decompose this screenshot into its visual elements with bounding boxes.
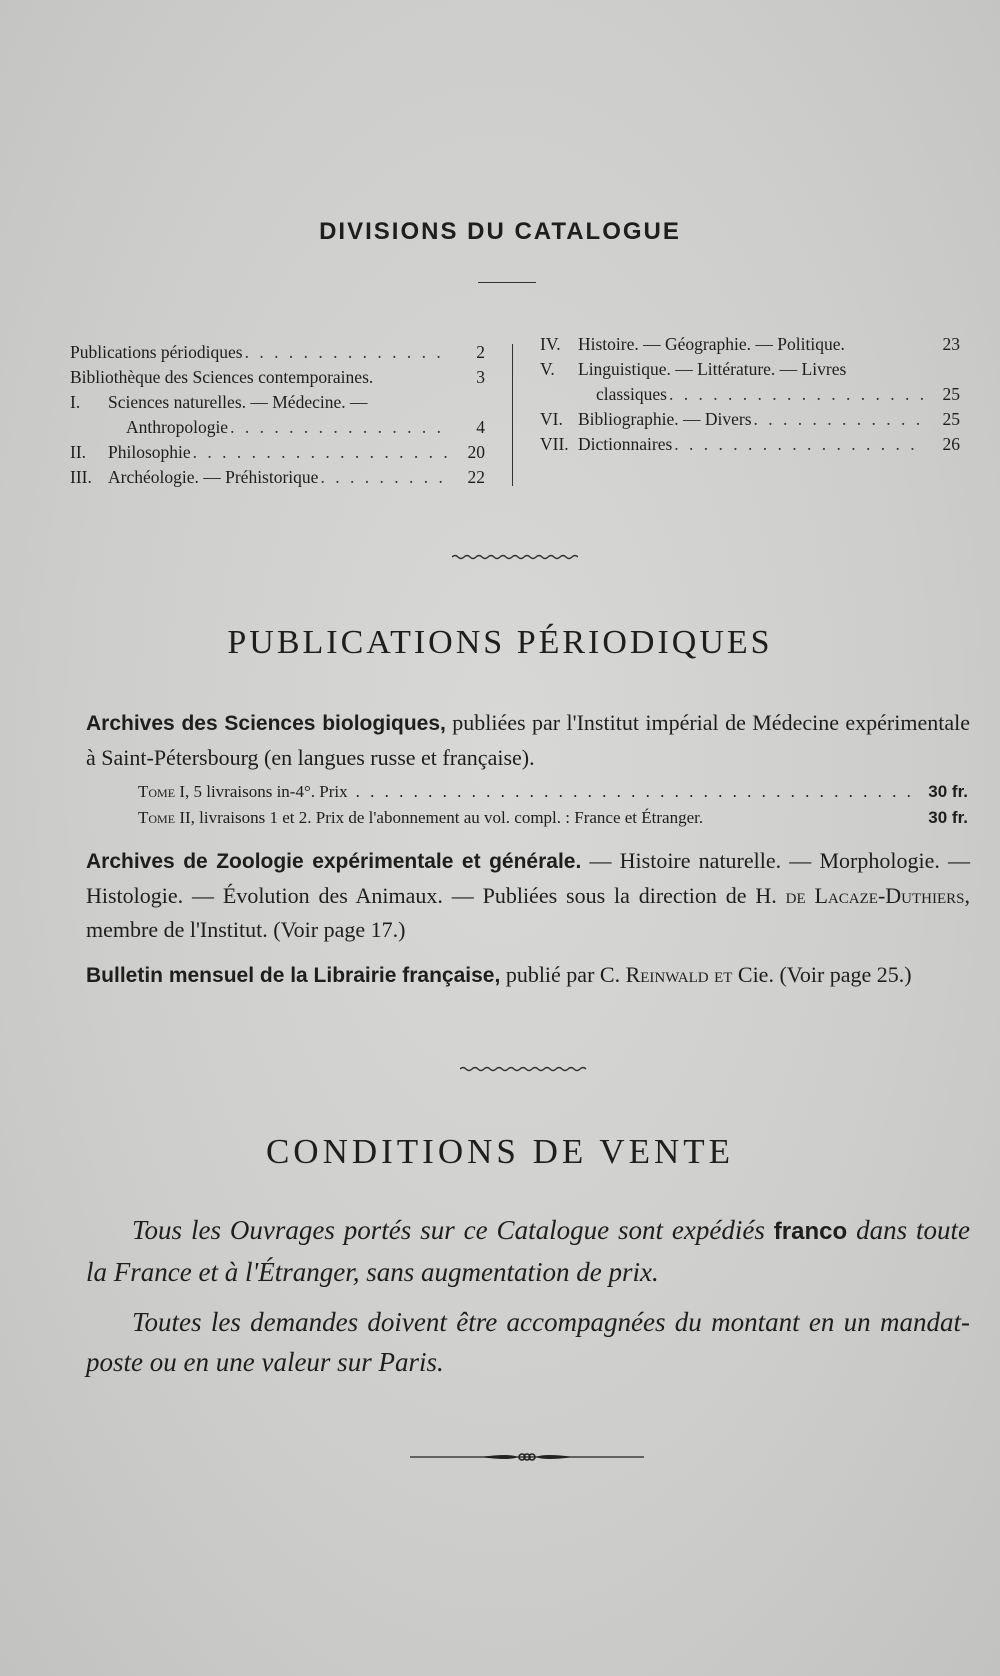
column-divider	[512, 344, 513, 486]
toc-page: 26	[942, 434, 960, 454]
toc-page: 25	[942, 409, 960, 429]
entry-title: Archives des Sciences biologiques,	[86, 712, 446, 735]
leader-dots	[320, 465, 451, 490]
toc-page: 22	[467, 467, 485, 487]
section-title-conditions: CONDITIONS DE VENTE	[265, 1132, 735, 1171]
toc-page: 25	[942, 384, 960, 404]
leader-dots	[230, 415, 451, 440]
toc-number: III.	[70, 467, 92, 487]
tome-text: II, livraisons 1 et 2. Prix de l'abonnement au vol. compl. : France et Étranger.	[179, 808, 704, 827]
price: 30 fr.	[928, 782, 968, 801]
toc-row[interactable]	[70, 365, 485, 390]
end-ornament	[410, 1450, 644, 1464]
title-rule	[478, 282, 536, 283]
toc-number: I.	[70, 392, 81, 412]
toc-label: Linguistique. — Littérature. — Livres	[578, 359, 847, 379]
table-of-contents	[70, 334, 970, 490]
wavy-divider-ornament	[460, 1065, 588, 1073]
toc-row[interactable]	[70, 415, 485, 440]
toc-number: IV.	[540, 334, 561, 354]
toc-page: 2	[476, 342, 485, 362]
toc-right-column	[540, 332, 960, 457]
entry-archives-biologiques[interactable]	[86, 706, 970, 775]
conditions-text-end: dans toute la France et à l'Étranger, sans augmentation de prix.	[86, 1215, 971, 1287]
conditions-paragraph-2	[86, 1302, 970, 1382]
toc-row[interactable]	[540, 332, 960, 357]
leader-dots	[356, 782, 921, 802]
entry-archives-zoologie[interactable]	[86, 844, 970, 947]
tome-label: Tome	[138, 782, 176, 801]
publisher-cie: Cie	[737, 962, 769, 987]
toc-label: Dictionnaires	[578, 434, 673, 454]
divisions-title: DIVISIONS DU CATALOGUE	[319, 218, 681, 245]
entry-description: publié par C.	[505, 962, 621, 987]
tome-2-row	[138, 808, 968, 828]
toc-label: Bibliographie. — Divers	[578, 409, 752, 429]
toc-page: 23	[942, 334, 960, 354]
entry-description-end: , membre de l'Institut. (Voir page 17.)	[86, 883, 971, 942]
toc-number: V.	[540, 359, 555, 379]
tome-1-row	[138, 782, 968, 802]
toc-row[interactable]	[70, 440, 485, 465]
toc-label: Histoire. — Géographie. — Politique.	[578, 334, 845, 354]
toc-row[interactable]	[540, 382, 960, 407]
toc-label: Archéologie. — Préhistorique	[108, 467, 319, 487]
entry-description-end: . (Voir page 25.)	[768, 962, 912, 987]
entry-description: publiées par l'Institut impérial de Médecine expérimentale à Saint-Pétersbourg (en langues russe et française).	[86, 710, 970, 770]
leader-dots	[669, 382, 926, 407]
toc-label: Philosophie	[108, 442, 191, 462]
conditions-text: Toutes les demandes doivent être accompagnées du montant en un mandat-poste ou en une valeur sur Paris.	[86, 1307, 970, 1377]
toc-page: 3	[476, 367, 485, 387]
toc-left-column	[70, 340, 485, 490]
leader-dots	[674, 432, 926, 457]
toc-label: Anthropologie	[126, 417, 229, 437]
wavy-divider-ornament	[452, 553, 578, 561]
toc-number: II.	[70, 442, 87, 462]
author-name: de Lacaze-Duthiers	[785, 883, 965, 908]
toc-label: Sciences naturelles. — Médecine. —	[108, 392, 368, 412]
toc-page: 20	[467, 442, 485, 462]
toc-label: Bibliothèque des Sciences contemporaines.	[70, 367, 374, 387]
toc-row[interactable]	[70, 340, 485, 365]
toc-row[interactable]	[540, 357, 960, 382]
toc-number: VII.	[540, 434, 569, 454]
entry-title: Archives de Zoologie expérimentale et générale.	[86, 850, 582, 873]
toc-row[interactable]	[540, 407, 960, 432]
toc-number: VI.	[540, 409, 563, 429]
toc-row[interactable]	[540, 432, 960, 457]
entry-title: Bulletin mensuel de la Librairie française,	[86, 964, 501, 987]
price: 30 fr.	[928, 808, 968, 827]
entry-bulletin-librairie[interactable]	[86, 958, 970, 993]
entry-description: — Histoire naturelle. — Morphologie. — Histologie. — Évolution des Animaux. — Publiées sous la direction de H.	[86, 848, 970, 908]
leader-dots	[754, 407, 926, 432]
leader-dots	[245, 340, 451, 365]
leader-dots	[193, 440, 451, 465]
publisher-name: Reinwald et	[625, 962, 733, 987]
conditions-franco: franco	[773, 1218, 848, 1245]
section-title-periodiques: PUBLICATIONS PÉRIODIQUES	[227, 624, 773, 661]
toc-page: 4	[476, 417, 485, 437]
conditions-text: Tous les Ouvrages portés sur ce Catalogue sont expédiés	[132, 1215, 765, 1245]
tome-label: Tome	[138, 808, 176, 827]
toc-row[interactable]	[70, 390, 485, 415]
toc-label: classiques	[596, 384, 667, 404]
tome-text: I, 5 livraisons in-4°. Prix	[179, 782, 348, 801]
toc-label: Publications périodiques	[70, 342, 243, 362]
toc-row[interactable]	[70, 465, 485, 490]
conditions-paragraph-1	[86, 1210, 970, 1292]
